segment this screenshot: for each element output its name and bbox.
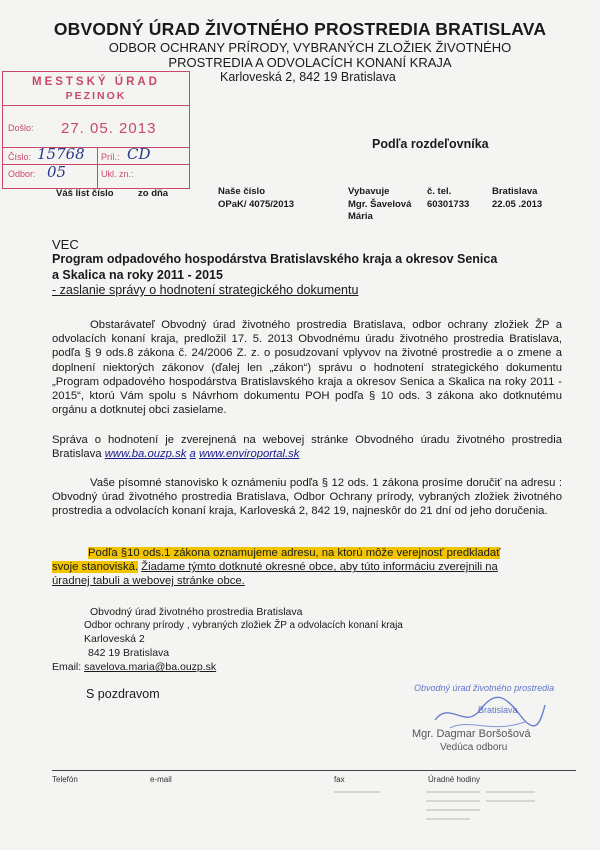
request-text-2: úradnej tabuli a webovej stránke obce. (52, 575, 245, 588)
subject-title (52, 251, 572, 283)
date-from-label: zo dňa (138, 188, 169, 199)
stamp-date-label: Došlo: (8, 123, 34, 133)
department-line-1: ODBOR OCHRANY PRÍRODY, VYBRANÝCH ZLOŽIEK ŽIVOTNÉHO (108, 40, 512, 55)
stamp-pril-label: Príl.: (101, 152, 120, 162)
handled-by-name-2: Mária (348, 211, 373, 222)
handled-by-label: Vybavuje (348, 186, 390, 197)
footer-hours-label: Úradné hodiny (428, 775, 481, 784)
paragraph-4 (52, 546, 564, 589)
highlighted-notice-1: Podľa §10 ods.1 zákona oznamujeme adresu, na ktorú môže verejnosť predkladať (88, 547, 501, 559)
stamp-odbor-label: Odbor: (8, 169, 36, 179)
round-stamp-text-2: Bratislava (478, 705, 518, 715)
footer-email-label: e-mail (150, 775, 172, 784)
stamp-handwritten-pril: CD (127, 145, 151, 163)
subject-line-2: a Skalica na roky 2011 - 2015 (52, 268, 223, 282)
footer-faint-details (330, 786, 570, 826)
receipt-stamp (2, 71, 190, 189)
signer-name: Mgr. Dagmar Boršošová (412, 728, 531, 740)
signer-role: Vedúca odboru (440, 742, 508, 753)
department-line-2: PROSTREDIA A ODVOLACÍCH KONANÍ KRAJA (168, 55, 452, 70)
request-text-1: Žiadame týmto dotknuté okresné obce, aby túto informáciu zverejnili na (141, 561, 498, 574)
stamp-town: PEZINOK (65, 90, 127, 102)
link-ouzp[interactable]: www.ba.ouzp.sk (104, 448, 187, 461)
greeting: S pozdravom (86, 687, 160, 701)
paragraph-2: Správa o hodnotení je zverejnená na webovej stránke Obvodného úradu životného prostredia Bratislava www.ba.ouzp.sk a www.enviroportal.sk (52, 434, 562, 461)
round-stamp-text-1: Obvodný úrad životného prostredia (414, 683, 555, 693)
link-enviroportal[interactable]: www.enviroportal.sk (198, 448, 300, 461)
place-label: Bratislava (492, 186, 538, 197)
footer-phone-label: Telefón (52, 775, 78, 784)
subject-label: VEC (52, 237, 79, 252)
sender-city: 842 19 Bratislava (88, 647, 170, 659)
paragraph-1: Obstarávateľ Obvodný úrad životného prostredia Bratislava, odbor ochrany zložiek ŽP a odvolacích konaní kraja, predložil 17. 5. 2013 Obvodnému úradu životného prostredia Bratislava, podľa § 9 ods.8 zákona č. 24/2006 Z. z. o posudzovaní vplyvov na životné prostredie a o zmene a doplnení niektorých zákonov (ďalej len „zákon“) správu o hodnotení strategického dokumentu „Program odpadového hospodárstva Bratislavského kraja a okresov Senica a Skalica na roky 2011 - 2015“, ktorú Vám spolu s Návrhom dokumentu POH podľa § 10 ods. 3 zákona ako dotknutému orgánu a dotknutej obci zasielame. (52, 319, 562, 417)
stamp-handwritten-number: 15768 (37, 145, 85, 163)
office-address: Karloveská 2, 842 19 Bratislava (220, 70, 396, 84)
office-title: OBVODNÝ ÚRAD ŽIVOTNÉHO PROSTREDIA BRATISLAVA (53, 19, 547, 39)
subject-subtitle: - zaslanie správy o hodnotení strategického dokumentu (52, 283, 359, 297)
our-number: OPaK/ 4075/2013 (218, 199, 295, 210)
sender-office: Obvodný úrad životného prostredia Bratislava (90, 606, 303, 618)
footer-divider (52, 770, 576, 771)
phone-label: č. tel. (427, 186, 452, 197)
subject-line-1: Program odpadového hospodárstva Bratislavského kraja a okresov Senica (52, 252, 498, 266)
highlighted-notice-2: svoje stanoviská. (52, 561, 139, 574)
email-link[interactable]: savelova.maria@ba.ouzp.sk (84, 661, 217, 673)
recipient: Podľa rozdeľovníka (372, 137, 489, 151)
stamp-office: MESTSKÝ ÚRAD (31, 76, 160, 88)
stamp-ukl-label: Ukl. zn.: (101, 169, 134, 179)
stamp-date: 27. 05. 2013 (61, 120, 157, 137)
sender-street: Karloveská 2 (84, 633, 145, 645)
our-number-label: Naše číslo (218, 186, 265, 197)
phone-number: 60301733 (427, 199, 470, 210)
sender-email: Email: savelova.maria@ba.ouzp.sk (52, 661, 217, 673)
your-letter-label: Váš list číslo (56, 188, 114, 199)
stamp-cislo-label: Číslo: (8, 152, 32, 162)
sender-department: Odbor ochrany prírody , vybraných zložiek ŽP a odvolacích konaní kraja (84, 620, 403, 631)
handled-by-name: Mgr. Šavelová (348, 199, 412, 210)
paragraph-3: Vaše písomné stanovisko k oznámeniu podľa § 12 ods. 1 zákona prosíme doručiť na adresu : Obvodný úrad životného prostredia Bratislava, Odbor Ochrany prírody, vybraných zložiek životného prostredia a odvolacích konaní kraja, Karloveská 2, 842 19, najneskôr do 21 dní od jeho doručenia. (52, 477, 562, 518)
footer-fax-label: fax (334, 775, 345, 784)
letter-date: 22.05 .2013 (492, 199, 543, 210)
stamp-handwritten-odbor: 05 (47, 163, 67, 181)
